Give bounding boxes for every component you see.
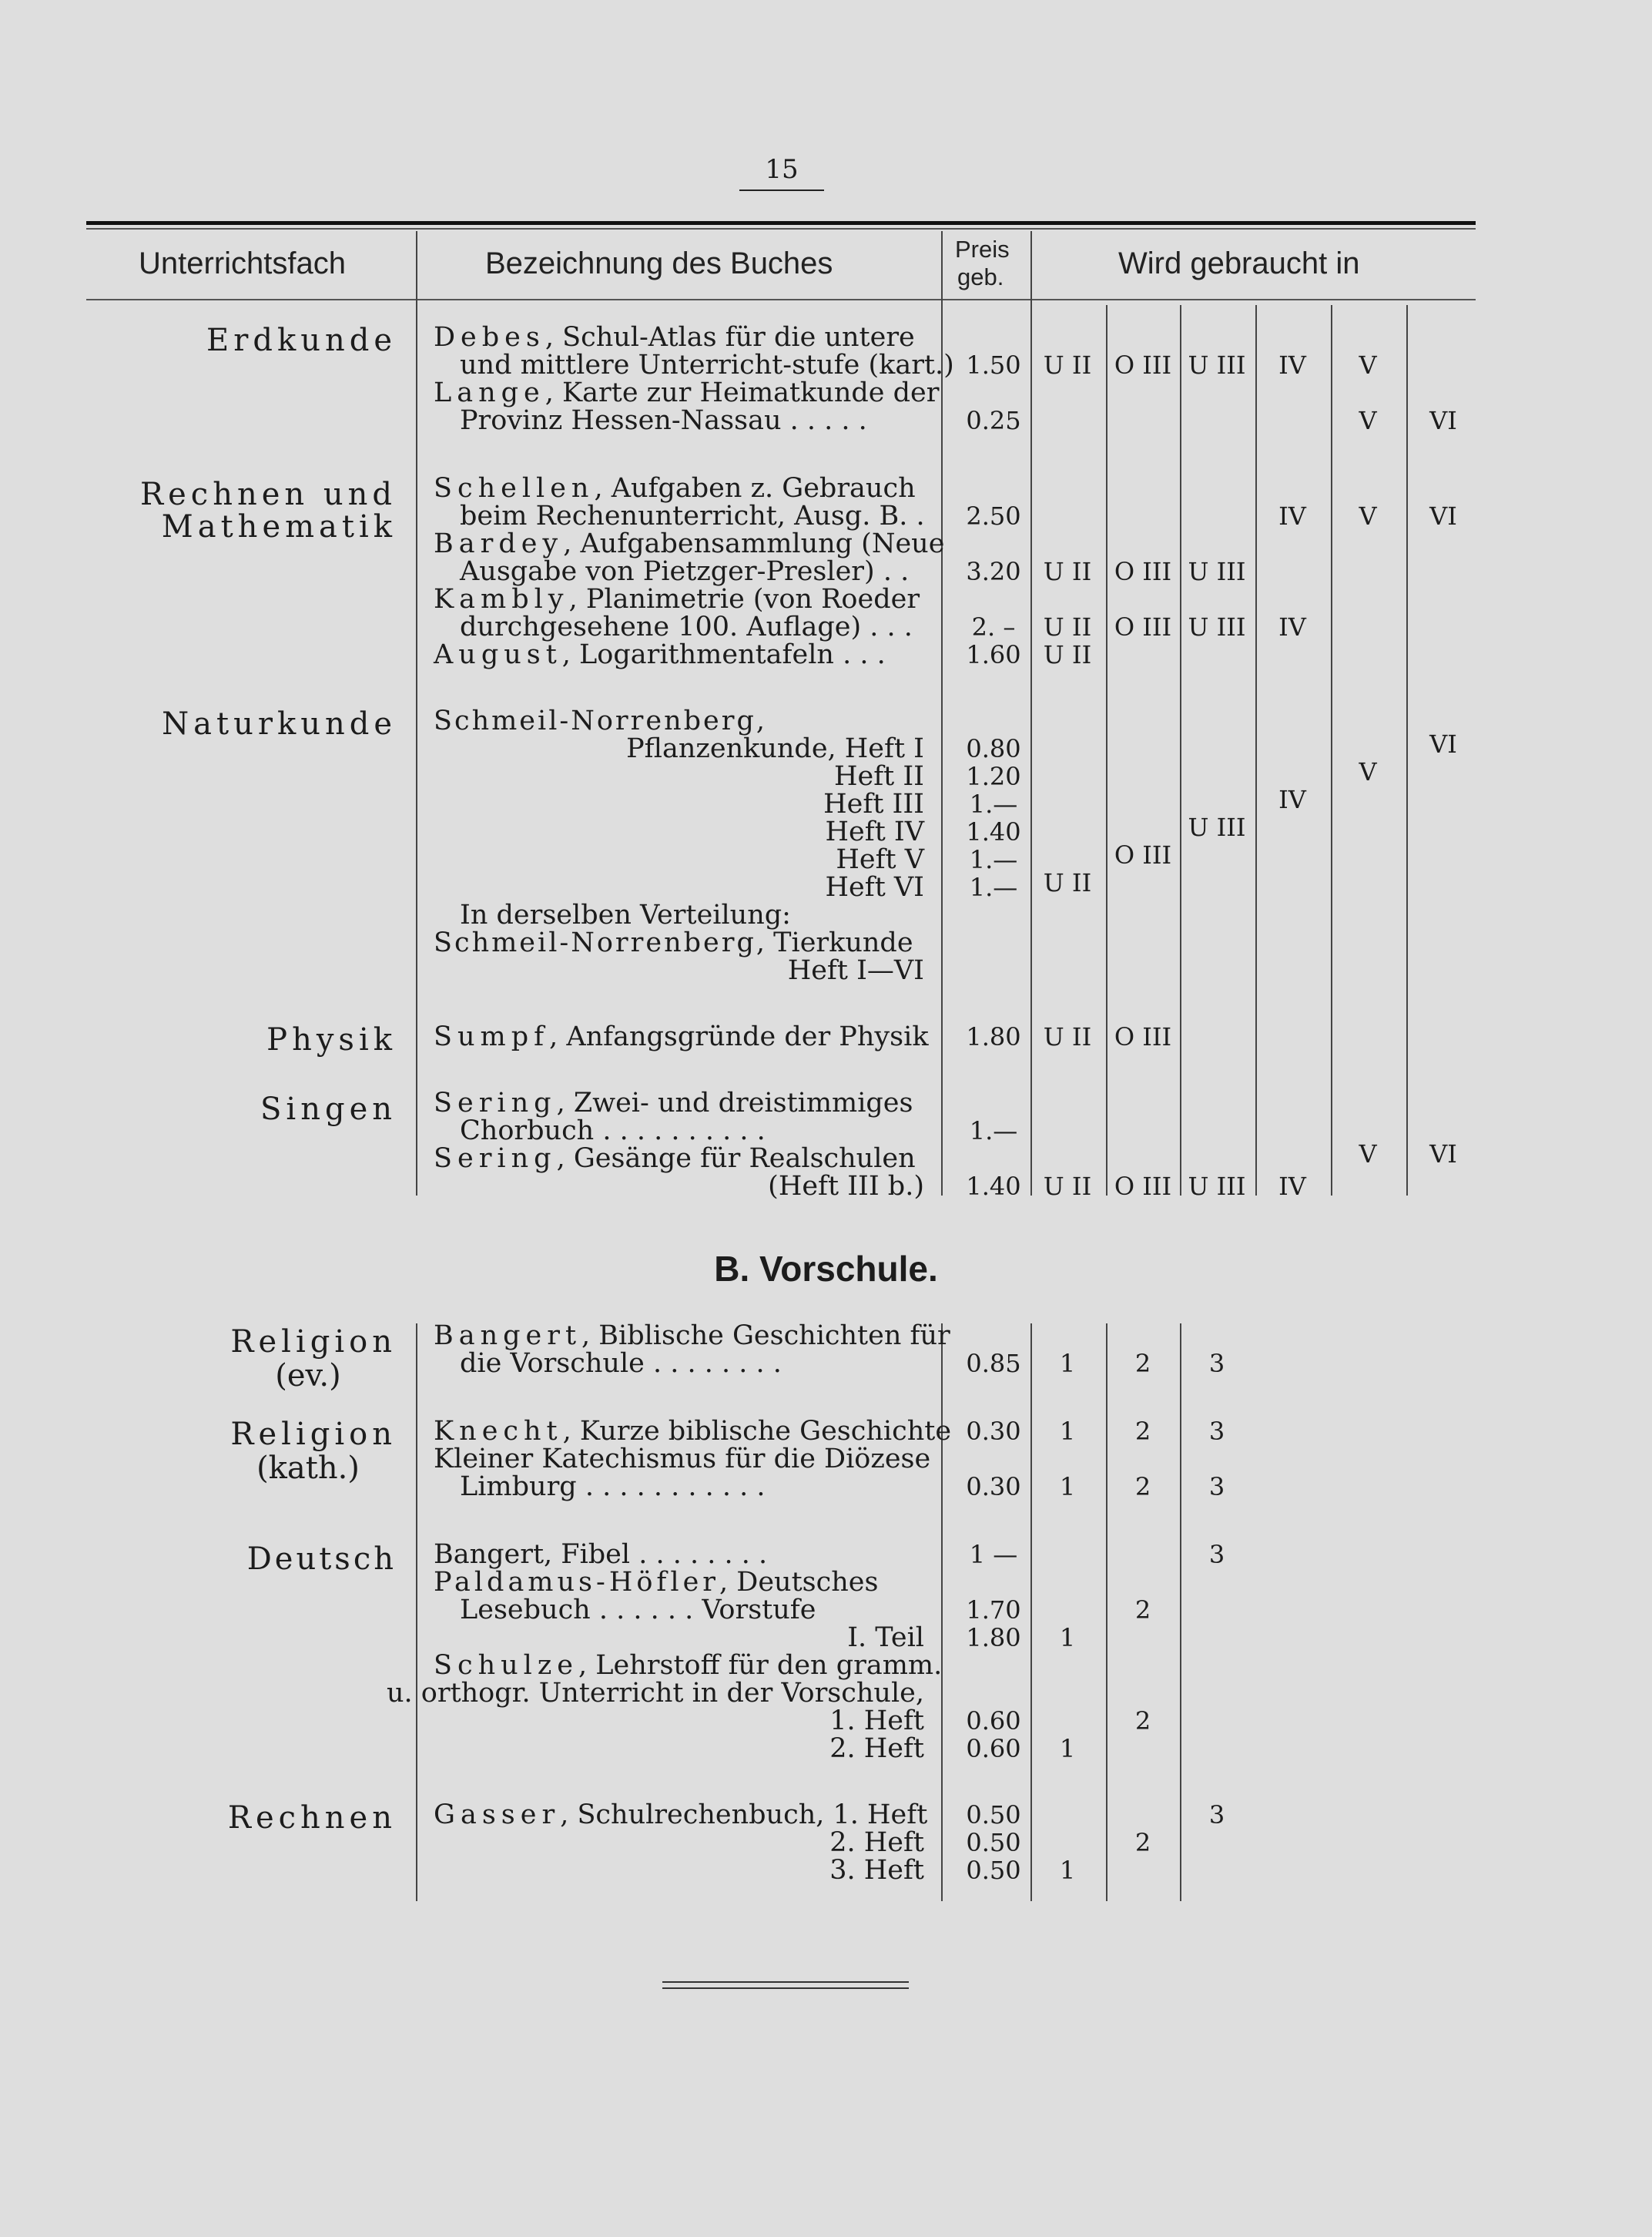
book-title: , Schul-Atlas für die untere — [545, 322, 915, 353]
header-book: Bezeichnung des Buches — [485, 247, 833, 280]
author: August — [434, 639, 562, 670]
heft-line: Heft I—VI — [787, 955, 924, 986]
subject-physik: Physik — [266, 1022, 397, 1058]
class-cell: O III — [1114, 350, 1172, 380]
price: 1.40 — [966, 817, 1021, 847]
book-title: , Deutsches — [719, 1567, 879, 1598]
class-cell: 1 — [1059, 1734, 1076, 1763]
table-top-rule-thin — [86, 228, 1476, 230]
class-cell: U III — [1188, 557, 1246, 586]
heft-line: Heft II — [833, 761, 924, 792]
price: 1 — — [969, 1540, 1018, 1569]
book-schellen-line2: beim Rechenunterricht, Ausg. B. . — [460, 501, 925, 532]
section-title-vorschule: B. Vorschule. — [714, 1249, 938, 1289]
book-paldamus — [434, 1568, 878, 1596]
book-schulze — [434, 1652, 942, 1679]
page-number-underline — [739, 189, 824, 191]
class-cell: U II — [1043, 612, 1092, 642]
class-cell: 3 — [1208, 1417, 1225, 1446]
class-cell: IV — [1278, 350, 1306, 380]
price: 0.30 — [966, 1417, 1021, 1446]
author: Schmeil-Norrenberg — [434, 706, 756, 736]
header-price-line2: geb. — [957, 263, 1004, 290]
price: 1.— — [969, 873, 1018, 902]
book-title: , Kurze biblische Geschichte — [562, 1416, 952, 1447]
class-cell: U III — [1188, 1172, 1246, 1201]
book-debes-line2: und mittlere Unterricht-stufe (kart.) — [460, 350, 954, 381]
subject-naturkunde: Naturkunde — [162, 706, 397, 742]
class-cell: 1 — [1059, 1349, 1076, 1378]
class-cell: IV — [1278, 612, 1306, 642]
heft-line: Heft IV — [825, 817, 924, 847]
author: Lange — [434, 377, 545, 408]
book-title: , Aufgaben z. Gebrauch — [594, 473, 916, 504]
book-sering-1-line2: Chorbuch . . . . . . . . . . — [460, 1115, 766, 1146]
class-cell: U II — [1043, 640, 1092, 669]
book-kambly — [434, 585, 920, 613]
book-debes — [434, 324, 915, 351]
author: Bardey — [434, 528, 564, 559]
book-title: , Lehrstoff für den gramm. — [578, 1650, 943, 1681]
column-divider — [1106, 305, 1107, 1196]
class-cell: V — [1359, 1139, 1377, 1169]
class-cell: U II — [1043, 868, 1092, 897]
price: 1.20 — [966, 762, 1021, 791]
book-schmeil — [434, 707, 765, 735]
author: Sering — [434, 1088, 557, 1118]
price: 0.30 — [966, 1472, 1021, 1501]
book-sering-2-line2: (Heft III b.) — [768, 1171, 924, 1202]
author: Bangert — [434, 1539, 545, 1570]
price: 1.— — [969, 1116, 1018, 1145]
heft-line: 2. Heft — [829, 1827, 924, 1858]
price: 1.40 — [966, 1172, 1021, 1201]
end-rule — [662, 1987, 909, 1989]
subject-deutsch: Deutsch — [246, 1541, 397, 1577]
column-divider — [1180, 305, 1181, 1196]
book-lange — [434, 379, 939, 407]
author: Schmeil-Norrenberg — [434, 927, 756, 958]
book-sering-1 — [434, 1089, 913, 1117]
header-price-line1: Preis — [955, 236, 1010, 263]
subject-religion-ev-line2: (ev.) — [275, 1358, 341, 1394]
price: 0.25 — [966, 406, 1021, 435]
price: 1.— — [969, 790, 1018, 819]
class-cell: V — [1359, 406, 1377, 435]
book-schulze-line2: u. orthogr. Unterricht in der Vorschule, — [386, 1678, 924, 1709]
subject-religion-kath-line2: (kath.) — [256, 1451, 360, 1486]
class-cell: U III — [1188, 350, 1246, 380]
book-sumpf — [434, 1023, 929, 1051]
subject-religion-kath: Religion — [230, 1417, 397, 1452]
class-cell: 2 — [1134, 1706, 1151, 1736]
class-cell: 1 — [1059, 1472, 1076, 1501]
author: Schellen — [434, 473, 595, 504]
class-cell: VI — [1429, 406, 1457, 435]
class-cell: V — [1359, 501, 1377, 531]
book-bardey — [434, 530, 944, 558]
class-cell: U III — [1188, 612, 1246, 642]
class-cell: U II — [1043, 350, 1092, 380]
class-cell: 2 — [1134, 1472, 1151, 1501]
price: 0.50 — [966, 1800, 1021, 1830]
class-cell: IV — [1278, 785, 1306, 814]
author: Sumpf — [434, 1021, 550, 1052]
price: 2.50 — [966, 501, 1021, 531]
book-gasser — [434, 1801, 927, 1829]
class-cell: 2 — [1134, 1349, 1151, 1378]
book-title: , Zwei- und dreistimmiges — [556, 1088, 913, 1118]
subject-singen: Singen — [260, 1092, 397, 1127]
class-cell: O III — [1114, 1022, 1172, 1051]
class-cell: O III — [1114, 840, 1172, 870]
book-lange-line2: Provinz Hessen-Nassau . . . . . — [460, 405, 867, 436]
book-title: , Planimetrie (von Roeder — [568, 584, 920, 615]
column-divider — [1331, 305, 1332, 1196]
class-cell: V — [1359, 757, 1377, 786]
class-cell: 2 — [1134, 1595, 1151, 1625]
author: Bangert — [434, 1320, 582, 1351]
book-title: , Biblische Geschichten für — [581, 1320, 950, 1351]
book-paldamus-line2: Lesebuch . . . . . . Vorstufe — [460, 1595, 816, 1625]
class-cell: VI — [1429, 1139, 1457, 1169]
class-cell: O III — [1114, 1172, 1172, 1201]
book-title: , Karte zur Heimatkunde der — [545, 377, 940, 408]
end-rule — [662, 1981, 909, 1983]
class-cell: 3 — [1208, 1349, 1225, 1378]
book-bangert-bibel-line2: die Vorschule . . . . . . . . — [460, 1348, 782, 1379]
book-title: , Anfangsgründe der Physik — [549, 1021, 929, 1052]
class-cell: O III — [1114, 612, 1172, 642]
book-knecht — [434, 1417, 951, 1445]
heft-line: 3. Heft — [829, 1855, 924, 1886]
heft-line: Heft V — [836, 844, 924, 875]
book-bangert-bibel — [434, 1322, 950, 1350]
heft-line: 1. Heft — [829, 1705, 924, 1736]
price: 1.80 — [966, 1623, 1021, 1652]
price: 3.20 — [966, 557, 1021, 586]
subject-rechnen-vorschule: Rechnen — [227, 1800, 397, 1836]
column-divider — [941, 1323, 943, 1901]
book-title: , Schulrechenbuch, 1. Heft — [560, 1799, 928, 1830]
column-divider — [416, 231, 417, 1196]
price: 0.60 — [966, 1734, 1021, 1763]
price: 0.85 — [966, 1349, 1021, 1378]
class-cell: 2 — [1134, 1828, 1151, 1857]
class-cell: U II — [1043, 1172, 1092, 1201]
header-bottom-rule — [86, 299, 1476, 300]
book-paldamus-line3: I. Teil — [847, 1622, 924, 1653]
book-august — [434, 641, 886, 669]
price: 1.70 — [966, 1595, 1021, 1625]
book-kambly-line2: durchgesehene 100. Auflage) . . . — [460, 612, 913, 642]
price: 1.— — [969, 845, 1018, 874]
author: Kambly — [434, 584, 569, 615]
subject-erdkunde: Erdkunde — [206, 323, 397, 358]
author: Debes — [434, 322, 545, 353]
author: Sering — [434, 1143, 557, 1174]
heft-line: 2. Heft — [829, 1733, 924, 1764]
table-top-rule — [86, 221, 1476, 225]
book-schellen — [434, 475, 916, 502]
price: 1.60 — [966, 640, 1021, 669]
class-cell: VI — [1429, 501, 1457, 531]
class-cell: 2 — [1134, 1417, 1151, 1446]
class-cell: 3 — [1208, 1472, 1225, 1501]
class-cell: VI — [1429, 729, 1457, 759]
class-cell: 3 — [1208, 1800, 1225, 1830]
book-title: , Logarithmentafeln . . . — [561, 639, 886, 670]
price: 0.50 — [966, 1828, 1021, 1857]
page-number: 15 — [765, 154, 799, 185]
book-katechismus-line2: Limburg . . . . . . . . . . . — [460, 1471, 766, 1502]
subject-rechnen-line1: Rechnen und — [140, 477, 397, 512]
subject-rechnen-line2: Mathematik — [161, 509, 397, 545]
author: Knecht — [434, 1416, 563, 1447]
class-cell: U II — [1043, 1022, 1092, 1051]
book-katechismus: Kleiner Katechismus für die Diözese — [434, 1444, 931, 1474]
class-cell: IV — [1278, 1172, 1306, 1201]
column-divider — [416, 1323, 417, 1901]
header-subject: Unterrichtsfach — [139, 247, 346, 280]
book-title: , Fibel . . . . . . . . — [544, 1539, 768, 1570]
class-cell: 1 — [1059, 1417, 1076, 1446]
class-cell: 1 — [1059, 1623, 1076, 1652]
column-divider — [1255, 305, 1257, 1196]
header-used: Wird gebraucht in — [1118, 247, 1360, 280]
price: 0.50 — [966, 1856, 1021, 1885]
author: Paldamus-Höfler — [434, 1567, 720, 1598]
same-distribution-note: In derselben Verteilung: — [460, 900, 791, 931]
class-cell: U II — [1043, 557, 1092, 586]
price: 1.50 — [966, 350, 1021, 380]
class-cell: U III — [1188, 813, 1246, 842]
book-title: , Aufgabensammlung (Neue — [563, 528, 945, 559]
price: 1.80 — [966, 1022, 1021, 1051]
price: 2. – — [971, 612, 1016, 642]
heft-line: Heft III — [823, 789, 924, 820]
class-cell: V — [1359, 350, 1377, 380]
book-fibel — [434, 1541, 767, 1568]
subject-religion-ev: Religion — [230, 1324, 397, 1360]
author: Gasser — [434, 1799, 561, 1830]
book-sering-2 — [434, 1145, 916, 1172]
class-cell: O III — [1114, 557, 1172, 586]
book-tierkunde — [434, 929, 913, 957]
heft-line: Heft VI — [825, 872, 924, 903]
author: Schulze — [434, 1650, 579, 1681]
heft-line: Pflanzenkunde, Heft I — [626, 733, 924, 764]
book-title: , — [756, 706, 766, 736]
class-cell: 1 — [1059, 1856, 1076, 1885]
book-title: , Gesänge für Realschulen — [556, 1143, 916, 1174]
book-title: , Tierkunde — [756, 927, 913, 958]
price: 0.80 — [966, 734, 1021, 763]
class-cell: IV — [1278, 501, 1306, 531]
book-bardey-line2: Ausgabe von Pietzger-Presler) . . — [460, 556, 910, 587]
price: 0.60 — [966, 1706, 1021, 1736]
class-cell: 3 — [1208, 1540, 1225, 1569]
